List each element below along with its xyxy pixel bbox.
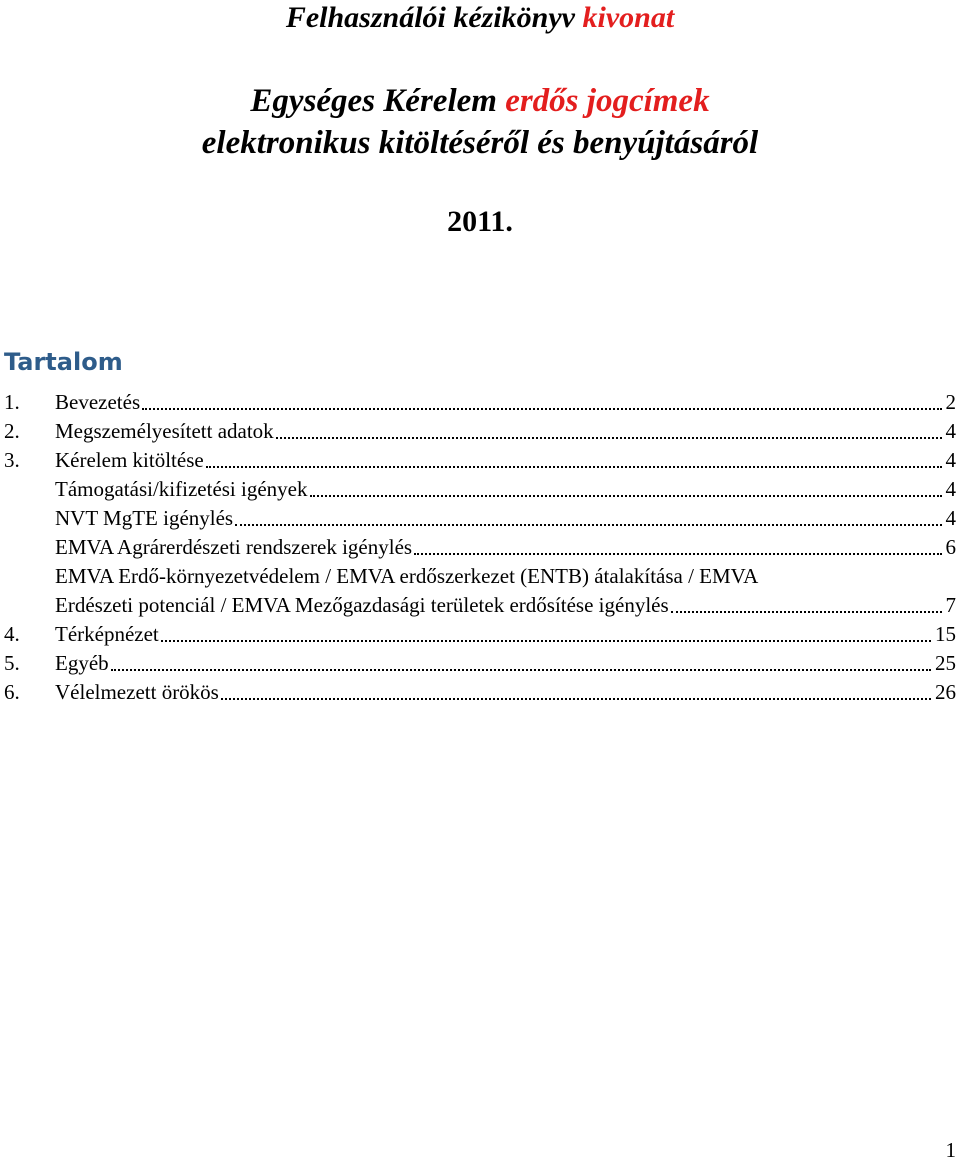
toc-entry-number: 3. — [4, 448, 20, 472]
manual-title-text: Felhasználói kézikönyv — [285, 1, 583, 34]
toc-entry-page: 4 — [945, 419, 956, 443]
toc-entry-page: 2 — [945, 390, 956, 414]
toc-leader-dots — [111, 669, 931, 671]
document-year: 2011. — [447, 205, 513, 238]
toc-entry-label: Vélelmezett örökös — [55, 680, 219, 704]
toc-entry-megszemelyesitett-adatok[interactable] — [4, 417, 960, 446]
toc-entry-page: 25 — [935, 651, 956, 675]
toc-entry-label: Támogatási/kifizetési igények — [55, 477, 308, 501]
toc-entry-number: 6. — [4, 680, 20, 704]
document-title-line1 — [0, 80, 960, 122]
toc-entry-page: 4 — [945, 506, 956, 530]
toc-leader-dots — [276, 437, 942, 439]
manual-excerpt-title — [0, 0, 960, 36]
toc-entry-kerelem-kitoltese[interactable] — [4, 446, 960, 475]
toc-entry-label: Térképnézet — [55, 622, 159, 646]
toc-entry-page: 26 — [935, 680, 956, 704]
document-title-line1-text: Egységes Kérelem — [250, 83, 506, 119]
toc-entry-label-line1: EMVA Erdő-környezetvédelem / EMVA erdőszerkezet (ENTB) átalakítása / EMVA — [55, 564, 759, 588]
document-title-highlight: erdős jogcímek — [505, 83, 710, 119]
toc-entry-page: 4 — [945, 477, 956, 501]
manual-title-excerpt-word: kivonat — [582, 1, 675, 34]
toc-entry-label: Egyéb — [55, 651, 109, 675]
toc-entry-emva-agrarerdeszeti[interactable] — [4, 533, 960, 562]
toc-entry-number: 4. — [4, 622, 20, 646]
toc-leader-dots — [206, 466, 942, 468]
document-title — [0, 80, 960, 164]
toc-leader-dots — [414, 553, 941, 555]
toc-entry-label: Bevezetés — [55, 390, 141, 414]
toc-entry-page: 4 — [945, 448, 956, 472]
toc-entry-page: 15 — [935, 622, 956, 646]
toc-entry-number: 2. — [4, 419, 20, 443]
toc-entry-page: 6 — [945, 535, 956, 559]
toc-entry-label: EMVA Agrárerdészeti rendszerek igénylés — [55, 535, 413, 559]
toc-entry-emva-erdo-kornyezetvedelem[interactable] — [4, 562, 960, 620]
toc-leader-dots — [235, 524, 941, 526]
toc-leader-dots — [671, 611, 942, 613]
toc-entry-bevezetes[interactable] — [4, 388, 960, 417]
toc-entry-terkepnezet[interactable] — [4, 620, 960, 649]
document-title-line2: elektronikus kitöltéséről és benyújtásáról — [201, 125, 759, 161]
page-number: 1 — [945, 1138, 956, 1162]
toc-leader-dots — [221, 698, 931, 700]
toc-entry-tamogatasi-igenyek[interactable] — [4, 475, 960, 504]
table-of-contents — [4, 388, 960, 707]
toc-leader-dots — [142, 408, 941, 410]
toc-entry-egyeb[interactable] — [4, 649, 960, 678]
toc-heading: Tartalom — [4, 348, 123, 376]
toc-entry-label: NVT MgTE igénylés — [55, 506, 234, 530]
toc-entry-label: Megszemélyesített adatok — [55, 419, 274, 443]
toc-entry-page: 7 — [945, 593, 956, 617]
toc-entry-nvt-mgte-igenyles[interactable] — [4, 504, 960, 533]
toc-entry-number: 5. — [4, 651, 20, 675]
toc-leader-dots — [310, 495, 942, 497]
toc-entry-number: 1. — [4, 390, 20, 414]
toc-entry-label: Kérelem kitöltése — [55, 448, 204, 472]
toc-entry-label: Erdészeti potenciál / EMVA Mezőgazdasági területek erdősítése igénylés — [55, 593, 669, 617]
toc-leader-dots — [161, 640, 931, 642]
toc-entry-velelmezett-orokos[interactable] — [4, 678, 960, 707]
